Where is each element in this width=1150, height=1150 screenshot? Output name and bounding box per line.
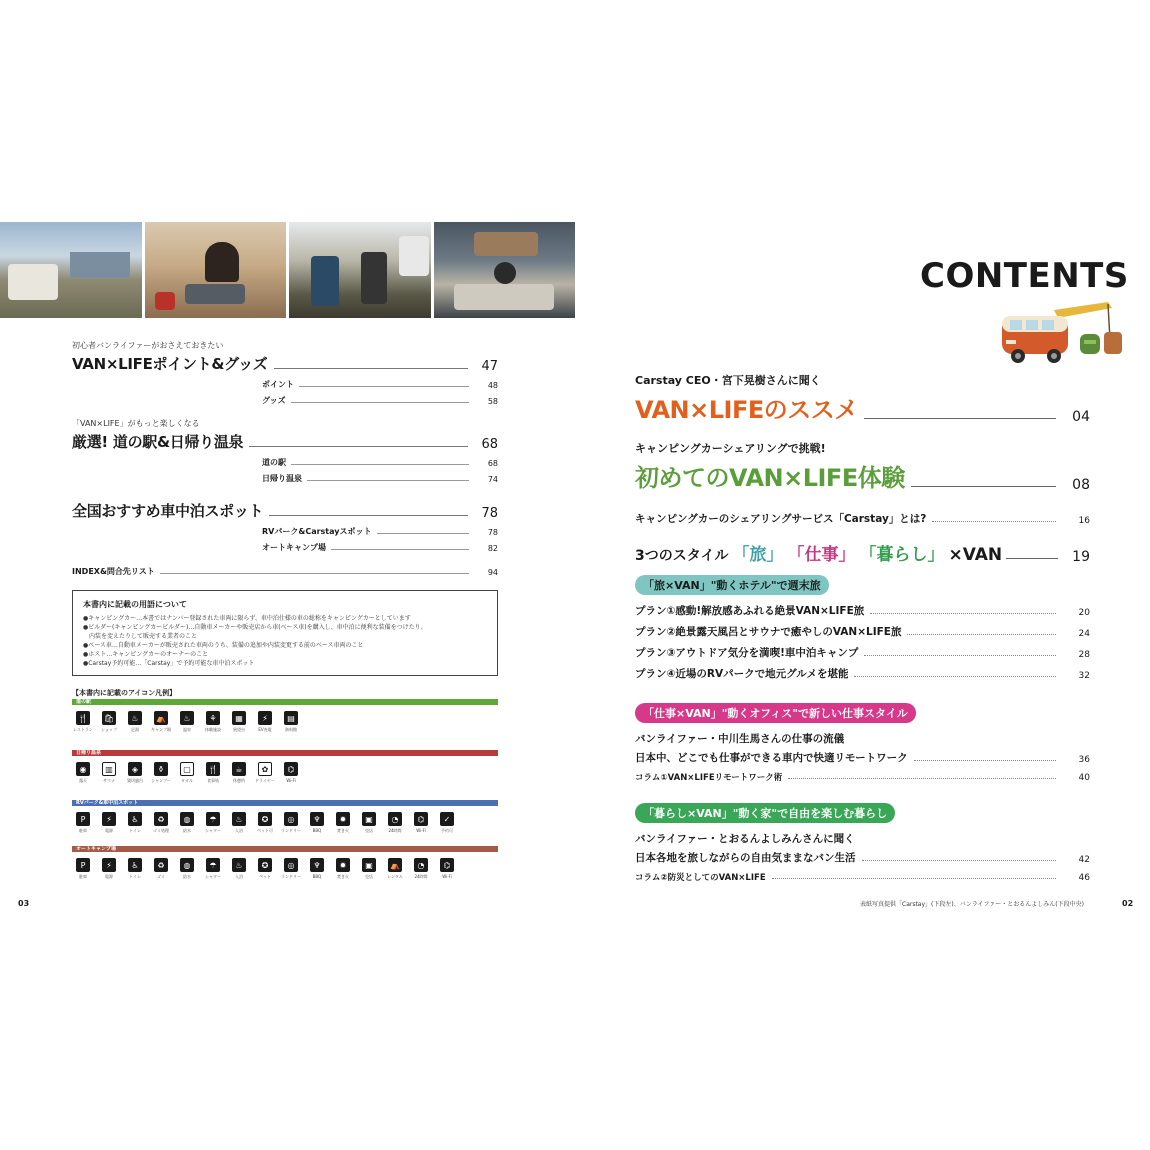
list-item[interactable] bbox=[635, 666, 1090, 681]
shop-icon: 🛍 bbox=[102, 711, 116, 725]
legend-icon-caption: 焚き火 bbox=[337, 828, 349, 833]
leader-line bbox=[864, 418, 1056, 419]
sub-item-page: 58 bbox=[487, 397, 498, 406]
legend-icon-caption: 体験施設 bbox=[205, 727, 221, 732]
section-title[interactable]: VAN×LIFEポイント&グッズ bbox=[72, 355, 268, 373]
legend-icon-item bbox=[202, 858, 224, 880]
legend-icon-caption: 駐車 bbox=[79, 828, 87, 833]
article-page: 08 bbox=[1072, 477, 1090, 493]
item-label: プラン③アウトドア気分を満喫!車中泊キャンプ bbox=[635, 647, 859, 659]
legend-icon-row bbox=[72, 762, 498, 784]
legend-icon-caption: BBQ bbox=[312, 828, 322, 833]
legend-icon-caption: トイレ bbox=[129, 874, 141, 879]
list-item[interactable] bbox=[635, 850, 1090, 865]
legend-icon-caption: 温泉 bbox=[183, 727, 191, 732]
leader-line bbox=[907, 634, 1056, 635]
legend-icon-caption: ペット bbox=[259, 874, 271, 879]
playground-icon: ⚘ bbox=[206, 711, 220, 725]
water2-icon: ◍ bbox=[180, 858, 194, 872]
note-line: 内装を変えたりして販売する業者のこと bbox=[83, 633, 198, 640]
legend-icon-caption: Wi-Fi bbox=[416, 828, 426, 833]
bath2-icon: ♨ bbox=[232, 858, 246, 872]
sub-item-label[interactable]: RVパーク&Carstayスポット bbox=[262, 527, 372, 536]
legend-icon-caption: キャンプ場 bbox=[151, 727, 171, 732]
leader-line bbox=[862, 860, 1057, 861]
item-label: 日本各地を旅しながらの自由気ままなバン生活 bbox=[635, 852, 856, 864]
legend-icon-caption: ドライヤー bbox=[255, 778, 275, 783]
tag-travel: 「旅×VAN」"動くホテル"で週末旅 bbox=[635, 575, 829, 595]
legend-icon-item bbox=[228, 812, 250, 834]
section-page: 68 bbox=[481, 437, 498, 452]
list-item[interactable] bbox=[635, 771, 1090, 783]
leader-line bbox=[291, 464, 469, 465]
legend-icon-caption: 電源 bbox=[105, 874, 113, 879]
legend-icon-row bbox=[72, 711, 498, 733]
item-page: 42 bbox=[1078, 855, 1090, 865]
legend-icon-item bbox=[202, 762, 224, 784]
legend-icon-caption: 食事処 bbox=[207, 778, 219, 783]
section-van-life-points bbox=[72, 340, 498, 406]
item-label: プラン④近場のRVパークで地元グルメを堪能 bbox=[635, 668, 849, 680]
hour24-icon: ◔ bbox=[388, 812, 402, 826]
note-line: ●キャンピングカー…本書ではナンバー登録された車両に限らず、車中泊仕様の車の総称をキャンピングカーとしています bbox=[83, 615, 411, 622]
sub-item-label[interactable]: グッズ bbox=[262, 396, 286, 405]
legend-icon-caption: タオル bbox=[181, 778, 193, 783]
legend-icon-item bbox=[280, 858, 302, 880]
sub-item-page: 48 bbox=[487, 381, 498, 390]
article-carstay-service[interactable] bbox=[635, 505, 1090, 526]
garbage-icon: ♻ bbox=[154, 812, 168, 826]
leader-line bbox=[788, 778, 1056, 779]
legend-icon-item bbox=[332, 812, 354, 834]
legend-band-label: RVパーク&車中泊スポット bbox=[76, 800, 139, 806]
article-van-life-recommend[interactable] bbox=[635, 372, 1090, 425]
legend-icon-caption: ペット可 bbox=[257, 828, 273, 833]
leader-line bbox=[1006, 558, 1058, 559]
legend-icon-item bbox=[228, 858, 250, 880]
legend-icon-item bbox=[228, 711, 250, 733]
photo-campfire-couple bbox=[289, 222, 431, 318]
legend-icon-item bbox=[124, 762, 146, 784]
parking-icon: P bbox=[76, 812, 90, 826]
toilet2-icon: ♿ bbox=[128, 858, 142, 872]
item-page: 28 bbox=[1078, 650, 1090, 660]
leader-line bbox=[932, 521, 1056, 522]
leader-line bbox=[331, 549, 469, 550]
section-title[interactable]: 厳選! 道の駅&日帰り温泉 bbox=[72, 433, 244, 451]
facility-icon: ▦ bbox=[232, 711, 246, 725]
group-kicker: バンライファー・中川生馬さんの仕事の流儀 bbox=[635, 733, 845, 745]
legend-icon-item bbox=[436, 812, 458, 834]
wifi2-icon: ⌬ bbox=[414, 812, 428, 826]
style-word-life: 「暮らし」 bbox=[859, 545, 945, 565]
footbath-icon: ♨ bbox=[128, 711, 142, 725]
legend-icon-caption: EV充電 bbox=[258, 727, 272, 732]
section-page: 78 bbox=[481, 506, 498, 521]
legend-icon-item bbox=[410, 812, 432, 834]
legend-icon-caption: 休憩所 bbox=[233, 778, 245, 783]
section-sleeping-spots bbox=[72, 498, 498, 553]
legend-icon-caption: 入浴 bbox=[235, 874, 243, 879]
legend-icon-item bbox=[332, 858, 354, 880]
rental-icon: ⛺ bbox=[388, 858, 402, 872]
legend-icon-item bbox=[358, 858, 380, 880]
legend-icon-caption: 露天 bbox=[79, 778, 87, 783]
index-entry[interactable] bbox=[72, 566, 498, 577]
legend-icon-item bbox=[254, 812, 276, 834]
style-word-work: 「仕事」 bbox=[787, 545, 856, 565]
private-bath-icon: ◈ bbox=[128, 762, 142, 776]
leader-line bbox=[870, 613, 1056, 614]
legend-band-label: 道の駅 bbox=[76, 699, 92, 705]
legend-icon-caption: 焚き火 bbox=[337, 874, 349, 879]
legend-icon-item bbox=[436, 858, 458, 880]
photo-van-interior bbox=[434, 222, 576, 318]
leader-line bbox=[160, 573, 469, 574]
item-label: プラン①感動!解放感あふれる絶景VAN×LIFE旅 bbox=[635, 605, 865, 617]
legend-band bbox=[72, 846, 498, 852]
restaurant2-icon: 🍴 bbox=[206, 762, 220, 776]
legend-icon-caption: Wi-Fi bbox=[442, 874, 452, 879]
legend-band-label: オートキャンプ場 bbox=[76, 846, 117, 852]
leader-line bbox=[307, 480, 469, 481]
legend-icon-caption: 貸切風呂 bbox=[127, 778, 143, 783]
list-item[interactable] bbox=[635, 871, 1090, 883]
photo-strip bbox=[0, 222, 575, 318]
leader-line bbox=[249, 446, 468, 447]
note-line: ●Carstay予約可能…「Carstay」で予約可能な車中泊スポット bbox=[83, 660, 255, 667]
leader-line bbox=[854, 676, 1056, 677]
bbq-icon: ♆ bbox=[310, 812, 324, 826]
legend-icon-caption: サウナ bbox=[103, 778, 115, 783]
legend-band bbox=[72, 750, 498, 756]
item-page: 24 bbox=[1078, 629, 1090, 639]
sauna-icon: ▥ bbox=[102, 762, 116, 776]
legend-icon-caption: 駐車 bbox=[79, 874, 87, 879]
reserve-icon: ✓ bbox=[440, 812, 454, 826]
item-page: 20 bbox=[1078, 608, 1090, 618]
legend-icon-item bbox=[124, 812, 146, 834]
item-label: コラム②防災としてのVAN×LIFE bbox=[635, 873, 766, 883]
index-label: INDEX&問合先リスト bbox=[72, 567, 155, 576]
sub-item-page: 78 bbox=[487, 528, 498, 537]
legend-title: 【本書内に記載のアイコン凡例】 bbox=[72, 689, 177, 697]
legend-icon-item bbox=[72, 762, 94, 784]
legend-icon-item bbox=[150, 858, 172, 880]
bath-icon: ♨ bbox=[232, 812, 246, 826]
legend-icon-item bbox=[98, 762, 120, 784]
garbage2-icon: ♻ bbox=[154, 858, 168, 872]
legend-icon-caption: ゴミ bbox=[157, 874, 165, 879]
shower2-icon: ☂ bbox=[206, 858, 220, 872]
section-kicker: 初心者バンライファーがおさえておきたい bbox=[72, 341, 224, 350]
section-kicker: 「VAN×LIFE」がもっと楽しくなる bbox=[72, 419, 200, 428]
leader-line bbox=[377, 533, 470, 534]
legend-icon-caption: Wi-Fi bbox=[286, 778, 296, 783]
photo-campervan-mountain bbox=[0, 222, 142, 318]
leader-line bbox=[291, 402, 469, 403]
article-kicker: Carstay CEO・宮下晃樹さんに聞く bbox=[635, 374, 821, 387]
section-michinoeki-onsen bbox=[72, 418, 498, 484]
power-icon: ⚡ bbox=[102, 812, 116, 826]
legend-icon-item bbox=[176, 711, 198, 733]
legend-icon-caption: ランドリー bbox=[281, 874, 301, 879]
leader-line bbox=[911, 486, 1056, 487]
bbq2-icon: ♆ bbox=[310, 858, 324, 872]
legend-icon-item bbox=[150, 711, 172, 733]
leader-line bbox=[274, 368, 469, 369]
hour24b-icon: ◔ bbox=[414, 858, 428, 872]
legend-band bbox=[72, 699, 498, 705]
legend-icon-item bbox=[176, 812, 198, 834]
article-label: キャンピングカーのシェアリングサービス「Carstay」とは? bbox=[635, 513, 927, 525]
legend-icon-item bbox=[306, 858, 328, 880]
tag-life: 「暮らし×VAN」"動く家"で自由を楽しむ暮らし bbox=[635, 803, 895, 823]
item-page: 36 bbox=[1078, 755, 1090, 765]
hot-spring-icon: ♨ bbox=[180, 711, 194, 725]
section-title[interactable]: 全国おすすめ車中泊スポット bbox=[72, 502, 264, 520]
power2-icon: ⚡ bbox=[102, 858, 116, 872]
wifi3-icon: ⌬ bbox=[440, 858, 454, 872]
page-number-right: 02 bbox=[1122, 899, 1134, 908]
legend-icon-item bbox=[124, 711, 146, 733]
legend-icon-caption: 電源 bbox=[105, 828, 113, 833]
dryer-icon: ✿ bbox=[258, 762, 272, 776]
contents-title: CONTENTS bbox=[920, 256, 1129, 296]
legend-icon-item bbox=[254, 711, 276, 733]
item-page: 40 bbox=[1078, 773, 1090, 783]
list-item[interactable] bbox=[635, 624, 1090, 639]
group-kicker: バンライファー・とおるんよしみんさんに聞く bbox=[635, 833, 855, 845]
shower-icon: ☂ bbox=[206, 812, 220, 826]
ev-icon: ⚡ bbox=[258, 711, 272, 725]
item-label: コラム①VAN×LIFEリモートワーク術 bbox=[635, 773, 783, 783]
van-illustration-icon bbox=[1000, 300, 1130, 366]
fire-icon: ✹ bbox=[336, 812, 350, 826]
legend-icon-item bbox=[410, 858, 432, 880]
towel-icon: ▢ bbox=[180, 762, 194, 776]
article-first-van-life[interactable] bbox=[635, 440, 1090, 493]
note-line: ●ベース車…自動車メーカーが販売された車両のうち、装備の追加や内装変更する前のベース車両のこと bbox=[83, 642, 364, 649]
legend-icon-item bbox=[202, 812, 224, 834]
sub-item-page: 74 bbox=[487, 475, 498, 484]
legend-icon-caption: シャンプー bbox=[151, 778, 171, 783]
restaurant-icon: 🍴 bbox=[76, 711, 90, 725]
style-word-van: ×VAN bbox=[948, 545, 1003, 565]
note-line: ●ホスト…キャンピングカーのオーナーのこと bbox=[83, 651, 209, 658]
legend-icon-item bbox=[98, 812, 120, 834]
legend-icon-row bbox=[72, 858, 498, 880]
index-page: 94 bbox=[487, 568, 498, 577]
legend-icon-item bbox=[150, 762, 172, 784]
legend-icon-caption: 給水 bbox=[183, 828, 191, 833]
leader-line bbox=[772, 878, 1056, 879]
legend-icon-item bbox=[254, 858, 276, 880]
note-line: ●ビルダー(キャンピングカービルダー)…自動車メーカーや販売店から車(ベース車)を購入し、車中泊に便利な装備をつけたり、 bbox=[83, 624, 427, 631]
list-item[interactable] bbox=[635, 645, 1090, 660]
legend-icon-row bbox=[72, 812, 498, 834]
legend-icon-caption: 24時間 bbox=[414, 874, 428, 879]
legend-icon-caption: シャワー bbox=[205, 874, 221, 879]
article-title: VAN×LIFEのススメ bbox=[635, 396, 858, 424]
article-page: 16 bbox=[1078, 516, 1090, 526]
toilet-icon: ♿ bbox=[128, 812, 142, 826]
legend-icon-item bbox=[384, 858, 406, 880]
page-number-left: 03 bbox=[18, 899, 30, 908]
styles-head: 3つのスタイル bbox=[635, 548, 729, 564]
legend-icon-item bbox=[254, 762, 276, 784]
legend-icon-caption: レンタル bbox=[387, 874, 403, 879]
legend-band-label: 日帰り温泉 bbox=[76, 750, 102, 756]
museum-icon: ▤ bbox=[284, 711, 298, 725]
group-travel-van bbox=[635, 574, 1090, 681]
article-title: 初めてのVAN×LIFE体験 bbox=[635, 464, 905, 492]
leader-line bbox=[864, 655, 1056, 656]
wifi-icon: ⌬ bbox=[284, 762, 298, 776]
legend-icon-item bbox=[358, 812, 380, 834]
legend-icon-caption: 入浴 bbox=[235, 828, 243, 833]
leader-line bbox=[299, 386, 469, 387]
sub-item-page: 68 bbox=[487, 459, 498, 468]
article-page: 19 bbox=[1072, 549, 1090, 565]
legend-icon-item bbox=[176, 762, 198, 784]
three-styles-heading[interactable] bbox=[635, 540, 1090, 565]
legend-icon-caption: ショップ bbox=[101, 727, 117, 732]
item-page: 32 bbox=[1078, 671, 1090, 681]
sub-item-label[interactable]: ポイント bbox=[262, 380, 294, 389]
legend-icon-caption: 24時間 bbox=[388, 828, 402, 833]
leader-line bbox=[914, 760, 1056, 761]
sub-item-page: 82 bbox=[487, 544, 498, 553]
photo-credit: 表紙写真提供「Carstay」(下段左)、バンライファー・とおるんよしみん(下段中央) bbox=[860, 901, 1084, 908]
notes-title: 本書内に記載の用語について bbox=[83, 600, 187, 609]
legend-icon-caption: ランドリー bbox=[281, 828, 301, 833]
photo-woman-laptop bbox=[145, 222, 287, 318]
store2-icon: ▣ bbox=[362, 858, 376, 872]
legend-icon-caption: BBQ bbox=[312, 874, 322, 879]
list-item[interactable] bbox=[635, 750, 1090, 765]
open-air-bath-icon: ◉ bbox=[76, 762, 90, 776]
leader-line bbox=[269, 515, 468, 516]
rest-icon: ☕ bbox=[232, 762, 246, 776]
item-label: プラン②絶景露天風呂とサウナで癒やしのVAN×LIFE旅 bbox=[635, 626, 902, 638]
legend-icon-item bbox=[72, 812, 94, 834]
legend-icon-caption: 展望台 bbox=[233, 727, 245, 732]
legend-icon-item bbox=[98, 711, 120, 733]
list-item[interactable] bbox=[635, 603, 1090, 618]
laundry-icon: ◎ bbox=[284, 812, 298, 826]
fire2-icon: ✹ bbox=[336, 858, 350, 872]
item-label: 日本中、どこでも仕事ができる車内で快適リモートワーク bbox=[635, 752, 908, 764]
group-work-van bbox=[635, 702, 1090, 783]
legend-icon-item bbox=[306, 812, 328, 834]
campsite-icon: ⛺ bbox=[154, 711, 168, 725]
legend-icon-caption: ゴミ処理 bbox=[153, 828, 169, 833]
sub-item-label[interactable]: 日帰り温泉 bbox=[262, 474, 302, 483]
legend-icon-caption: 売店 bbox=[365, 874, 373, 879]
legend-icon-item bbox=[280, 812, 302, 834]
legend-icon-item bbox=[280, 711, 302, 733]
section-page: 47 bbox=[481, 359, 498, 374]
legend-icon-caption: 足湯 bbox=[131, 727, 139, 732]
legend-icon-item bbox=[124, 858, 146, 880]
legend-icon-caption: 資料館 bbox=[285, 727, 297, 732]
sub-item-label[interactable]: オートキャンプ場 bbox=[262, 543, 326, 552]
legend-icon-caption: レストラン bbox=[73, 727, 93, 732]
pet-icon: ✪ bbox=[258, 812, 272, 826]
laundry2-icon: ◎ bbox=[284, 858, 298, 872]
sub-item-label[interactable]: 道の駅 bbox=[262, 458, 286, 467]
shampoo-icon: ⚱ bbox=[154, 762, 168, 776]
legend-icon-caption: シャワー bbox=[205, 828, 221, 833]
legend-icon-item bbox=[98, 858, 120, 880]
legend-icon-item bbox=[176, 858, 198, 880]
store-icon: ▣ bbox=[362, 812, 376, 826]
legend-icon-item bbox=[384, 812, 406, 834]
item-page: 46 bbox=[1078, 873, 1090, 883]
pet2-icon: ✪ bbox=[258, 858, 272, 872]
tag-work: 「仕事×VAN」"動くオフィス"で新しい仕事スタイル bbox=[635, 703, 916, 723]
article-page: 04 bbox=[1072, 409, 1090, 425]
water-icon: ◍ bbox=[180, 812, 194, 826]
parking2-icon: P bbox=[76, 858, 90, 872]
legend-icon-item bbox=[228, 762, 250, 784]
legend-icon-caption: 予約可 bbox=[441, 828, 453, 833]
legend-icon-caption: 給水 bbox=[183, 874, 191, 879]
article-kicker: キャンピングカーシェアリングで挑戦! bbox=[635, 442, 826, 455]
legend-icon-item bbox=[72, 711, 94, 733]
legend-icon-item bbox=[280, 762, 302, 784]
legend-icon-caption: トイレ bbox=[129, 828, 141, 833]
legend-icon-item bbox=[72, 858, 94, 880]
group-life-van bbox=[635, 802, 1090, 883]
style-word-travel: 「旅」 bbox=[732, 545, 784, 565]
terms-notes-box bbox=[72, 590, 498, 676]
legend-icon-caption: 売店 bbox=[365, 828, 373, 833]
legend-icon-item bbox=[150, 812, 172, 834]
legend-icon-item bbox=[202, 711, 224, 733]
